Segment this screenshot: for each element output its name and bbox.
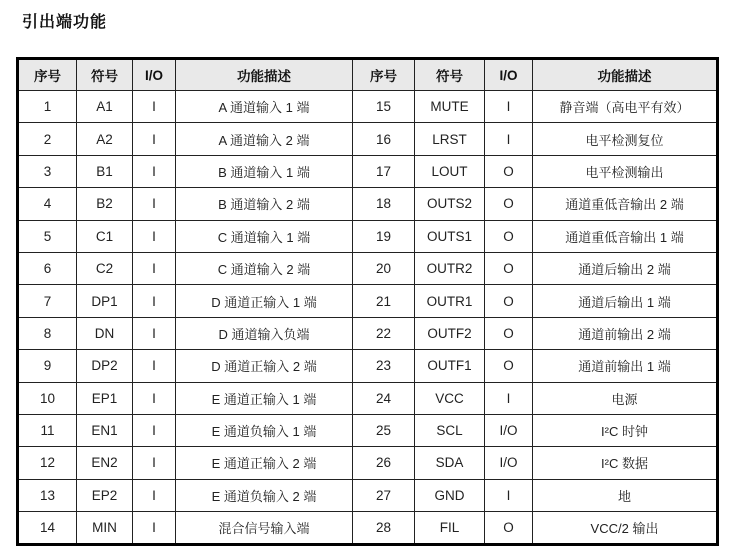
pin-symbol-cell: A2 <box>77 123 133 155</box>
pin-symbol-cell: MUTE <box>415 91 485 123</box>
pin-desc-cell: C 通道输入 2 端 <box>176 252 353 284</box>
pin-io-cell: O <box>485 512 533 545</box>
pin-desc-cell: 通道后输出 2 端 <box>533 252 718 284</box>
table-row <box>18 317 718 349</box>
pin-number-cell: 19 <box>353 220 415 252</box>
pin-number-cell: 7 <box>18 285 77 317</box>
pin-number-cell: 8 <box>18 317 77 349</box>
pin-io-cell: I <box>485 91 533 123</box>
table-row <box>18 350 718 382</box>
pin-symbol-cell: SCL <box>415 414 485 446</box>
pin-symbol-cell: OUTR2 <box>415 252 485 284</box>
page-title: 引出端功能 <box>22 14 108 31</box>
pin-symbol-cell: DN <box>77 317 133 349</box>
pin-symbol-cell: A1 <box>77 91 133 123</box>
header-function-desc: 功能描述 <box>176 59 353 91</box>
pin-io-cell: O <box>485 285 533 317</box>
pin-io-cell: I/O <box>485 414 533 446</box>
pin-io-cell: I <box>133 188 176 220</box>
pin-number-cell: 4 <box>18 188 77 220</box>
pin-io-cell: I <box>133 350 176 382</box>
pin-number-cell: 16 <box>353 123 415 155</box>
pin-number-cell: 25 <box>353 414 415 446</box>
pin-symbol-cell: OUTS2 <box>415 188 485 220</box>
pin-number-cell: 5 <box>18 220 77 252</box>
table-row <box>18 252 718 284</box>
pin-desc-cell: 电平检测输出 <box>533 155 718 187</box>
pin-io-cell: I <box>485 479 533 511</box>
pin-symbol-cell: OUTF1 <box>415 350 485 382</box>
pin-io-cell: O <box>485 350 533 382</box>
pin-desc-cell: B 通道输入 2 端 <box>176 188 353 220</box>
pin-desc-cell: 通道重低音输出 2 端 <box>533 188 718 220</box>
pin-number-cell: 22 <box>353 317 415 349</box>
pin-symbol-cell: B1 <box>77 155 133 187</box>
pin-function-table <box>16 57 719 546</box>
pin-desc-cell: E 通道负输入 2 端 <box>176 479 353 511</box>
pin-io-cell: I <box>133 479 176 511</box>
pin-desc-cell: D 通道输入负端 <box>176 317 353 349</box>
pin-desc-cell: E 通道负输入 1 端 <box>176 414 353 446</box>
pin-io-cell: O <box>485 220 533 252</box>
pin-desc-cell: 电源 <box>533 382 718 414</box>
pin-number-cell: 23 <box>353 350 415 382</box>
pin-desc-cell: 电平检测复位 <box>533 123 718 155</box>
table-row <box>18 414 718 446</box>
pin-io-cell: I <box>133 285 176 317</box>
pin-io-cell: O <box>485 188 533 220</box>
pin-symbol-cell: EP2 <box>77 479 133 511</box>
header-io: I/O <box>485 59 533 91</box>
header-pin-number: 序号 <box>353 59 415 91</box>
pin-number-cell: 6 <box>18 252 77 284</box>
pin-io-cell: I <box>133 382 176 414</box>
pin-symbol-cell: EP1 <box>77 382 133 414</box>
pin-io-cell: I <box>133 447 176 479</box>
pin-number-cell: 26 <box>353 447 415 479</box>
pin-desc-cell: 地 <box>533 479 718 511</box>
header-symbol: 符号 <box>415 59 485 91</box>
pin-symbol-cell: SDA <box>415 447 485 479</box>
pin-io-cell: I <box>133 91 176 123</box>
pin-number-cell: 3 <box>18 155 77 187</box>
table-row <box>18 382 718 414</box>
pin-symbol-cell: OUTS1 <box>415 220 485 252</box>
header-symbol: 符号 <box>77 59 133 91</box>
pin-number-cell: 18 <box>353 188 415 220</box>
pin-io-cell: I <box>133 252 176 284</box>
pin-desc-cell: VCC/2 输出 <box>533 512 718 545</box>
pin-symbol-cell: GND <box>415 479 485 511</box>
pin-symbol-cell: LRST <box>415 123 485 155</box>
table-row <box>18 512 718 545</box>
pin-io-cell: I/O <box>485 447 533 479</box>
pin-number-cell: 20 <box>353 252 415 284</box>
pin-number-cell: 14 <box>18 512 77 545</box>
table-row <box>18 447 718 479</box>
pin-desc-cell: E 通道正输入 1 端 <box>176 382 353 414</box>
pin-desc-cell: 通道后输出 1 端 <box>533 285 718 317</box>
pin-desc-cell: 静音端（高电平有效） <box>533 91 718 123</box>
table-row <box>18 479 718 511</box>
pin-number-cell: 24 <box>353 382 415 414</box>
pin-desc-cell: D 通道正输入 1 端 <box>176 285 353 317</box>
table-row <box>18 123 718 155</box>
table-header-row <box>18 59 718 91</box>
pin-symbol-cell: DP1 <box>77 285 133 317</box>
header-function-desc: 功能描述 <box>533 59 718 91</box>
pin-io-cell: I <box>133 220 176 252</box>
pin-io-cell: I <box>485 123 533 155</box>
pin-io-cell: O <box>485 252 533 284</box>
pin-desc-cell: A 通道输入 1 端 <box>176 91 353 123</box>
pin-number-cell: 10 <box>18 382 77 414</box>
table-row <box>18 155 718 187</box>
pin-number-cell: 27 <box>353 479 415 511</box>
pin-io-cell: I <box>133 123 176 155</box>
pin-desc-cell: 混合信号输入端 <box>176 512 353 545</box>
pin-symbol-cell: C1 <box>77 220 133 252</box>
pin-desc-cell: 通道前输出 1 端 <box>533 350 718 382</box>
pin-desc-cell: D 通道正输入 2 端 <box>176 350 353 382</box>
pin-symbol-cell: DP2 <box>77 350 133 382</box>
pin-number-cell: 12 <box>18 447 77 479</box>
pin-number-cell: 1 <box>18 91 77 123</box>
header-pin-number: 序号 <box>18 59 77 91</box>
pin-number-cell: 9 <box>18 350 77 382</box>
pin-io-cell: I <box>133 317 176 349</box>
pin-number-cell: 13 <box>18 479 77 511</box>
pin-desc-cell: I²C 数据 <box>533 447 718 479</box>
pin-number-cell: 15 <box>353 91 415 123</box>
pin-symbol-cell: EN2 <box>77 447 133 479</box>
pin-io-cell: I <box>133 155 176 187</box>
pin-desc-cell: 通道前输出 2 端 <box>533 317 718 349</box>
pin-symbol-cell: LOUT <box>415 155 485 187</box>
pin-symbol-cell: MIN <box>77 512 133 545</box>
pin-io-cell: I <box>485 382 533 414</box>
pin-number-cell: 21 <box>353 285 415 317</box>
pin-number-cell: 17 <box>353 155 415 187</box>
pin-number-cell: 2 <box>18 123 77 155</box>
pin-number-cell: 11 <box>18 414 77 446</box>
table-row <box>18 220 718 252</box>
pin-desc-cell: B 通道输入 1 端 <box>176 155 353 187</box>
table-row <box>18 91 718 123</box>
pin-io-cell: I <box>133 414 176 446</box>
pin-desc-cell: A 通道输入 2 端 <box>176 123 353 155</box>
pin-symbol-cell: VCC <box>415 382 485 414</box>
table-row <box>18 285 718 317</box>
pin-desc-cell: C 通道输入 1 端 <box>176 220 353 252</box>
pin-desc-cell: E 通道正输入 2 端 <box>176 447 353 479</box>
header-io: I/O <box>133 59 176 91</box>
pin-symbol-cell: OUTR1 <box>415 285 485 317</box>
pin-io-cell: O <box>485 155 533 187</box>
pin-number-cell: 28 <box>353 512 415 545</box>
pin-symbol-cell: EN1 <box>77 414 133 446</box>
pin-symbol-cell: C2 <box>77 252 133 284</box>
pin-symbol-cell: OUTF2 <box>415 317 485 349</box>
table-row <box>18 188 718 220</box>
pin-desc-cell: I²C 时钟 <box>533 414 718 446</box>
pin-io-cell: I <box>133 512 176 545</box>
pin-io-cell: O <box>485 317 533 349</box>
pin-symbol-cell: B2 <box>77 188 133 220</box>
pin-desc-cell: 通道重低音输出 1 端 <box>533 220 718 252</box>
pin-symbol-cell: FIL <box>415 512 485 545</box>
